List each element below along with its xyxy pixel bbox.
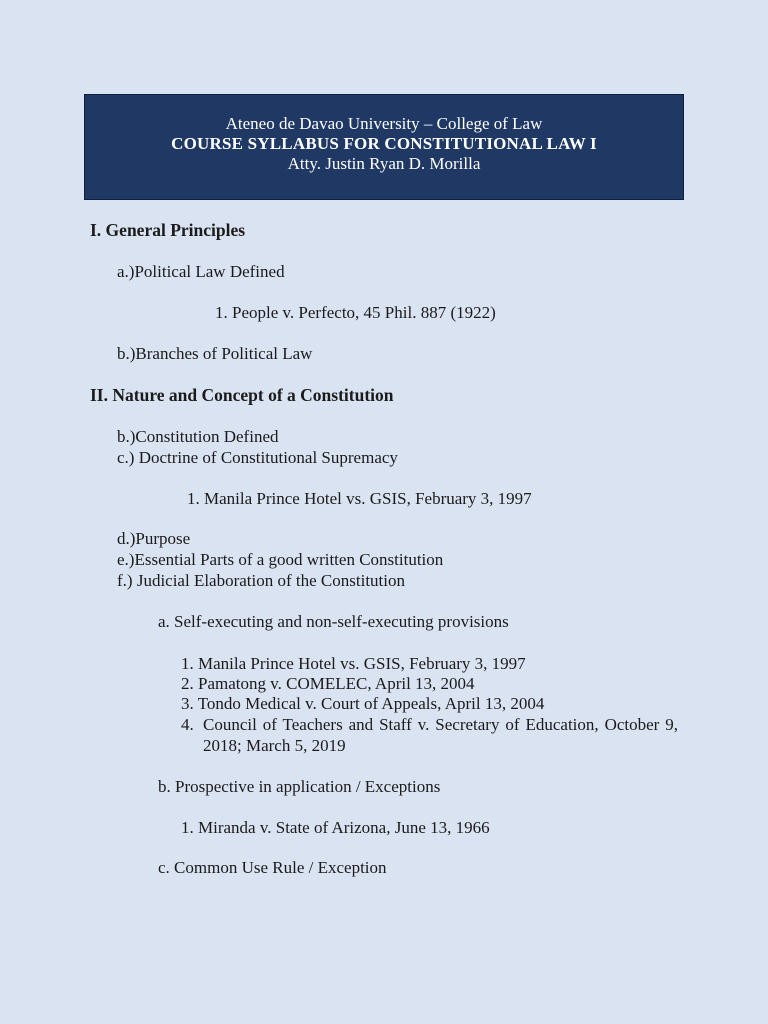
case-item: 2. Pamatong v. COMELEC, April 13, 2004	[181, 674, 475, 693]
item-branches-political-law: b.)Branches of Political Law	[117, 344, 313, 363]
item-political-law-defined: a.)Political Law Defined	[117, 262, 285, 281]
course-title: COURSE SYLLABUS FOR CONSTITUTIONAL LAW I	[171, 134, 597, 153]
case-item: 1. Miranda v. State of Arizona, June 13, 1966	[181, 818, 490, 837]
case-item: 1. People v. Perfecto, 45 Phil. 887 (1922)	[215, 303, 496, 322]
subitem-prospective: b. Prospective in application / Exceptions	[158, 777, 441, 796]
subitem-common-use-rule: c. Common Use Rule / Exception	[158, 858, 387, 877]
case-number: 4.	[181, 715, 194, 734]
item-essential-parts: e.)Essential Parts of a good written Constitution	[117, 550, 444, 569]
university-line: Ateneo de Davao University – College of Law	[225, 114, 543, 133]
case-item: 3. Tondo Medical v. Court of Appeals, April 13, 2004	[181, 694, 545, 713]
case-item: Council of Teachers and Staff v. Secretary of Education, October 9, 2018; March 5, 2019	[203, 715, 678, 755]
item-purpose: d.)Purpose	[117, 529, 191, 548]
item-judicial-elaboration: f.) Judicial Elaboration of the Constitution	[117, 571, 406, 590]
section-heading-nature-constitution: II. Nature and Concept of a Constitution	[90, 385, 394, 405]
subitem-self-executing: a. Self-executing and non-self-executing provisions	[158, 612, 509, 631]
case-item: 1. Manila Prince Hotel vs. GSIS, February 3, 1997	[187, 489, 532, 508]
item-constitution-defined: b.)Constitution Defined	[117, 427, 279, 446]
section-heading-general-principles: I. General Principles	[90, 220, 246, 240]
case-item: 1. Manila Prince Hotel vs. GSIS, February 3, 1997	[181, 654, 526, 673]
syllabus-header-box	[84, 94, 684, 200]
item-constitutional-supremacy: c.) Doctrine of Constitutional Supremacy	[117, 448, 398, 467]
instructor-name: Atty. Justin Ryan D. Morilla	[287, 154, 481, 173]
